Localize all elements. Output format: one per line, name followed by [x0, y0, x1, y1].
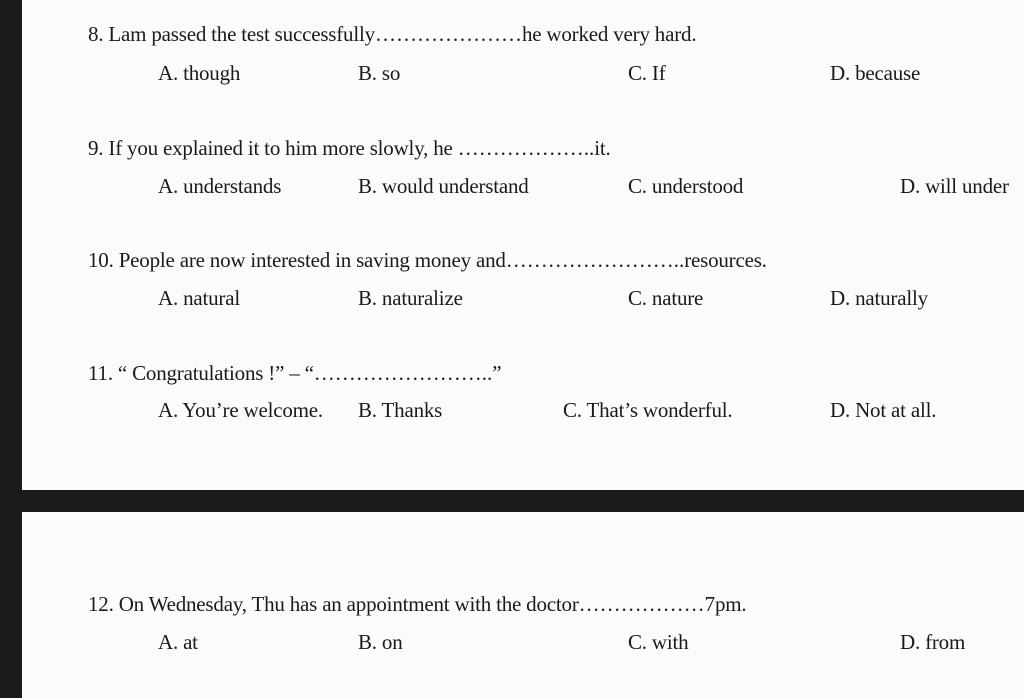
question-8-option-c: C. If — [628, 61, 666, 85]
question-9-stem-before: 9. If you explained it to him more slowly, he — [88, 136, 458, 160]
question-12-option-c: C. with — [628, 630, 689, 654]
question-9-option-a: A. understands — [158, 174, 282, 198]
question-11-stem-before: 11. “ Congratulations !” – “ — [88, 361, 314, 385]
question-12-stem-before: 12. On Wednesday, Thu has an appointment with the doctor — [88, 592, 579, 616]
question-12-stem-after: 7pm. — [704, 592, 747, 616]
question-8-option-d: D. because — [830, 61, 921, 85]
question-8 — [88, 22, 696, 47]
question-8-blank: ………………… — [374, 22, 522, 46]
question-8-stem-before: 8. Lam passed the test successfully — [88, 22, 375, 46]
question-10-stem-after: resources. — [684, 248, 767, 272]
question-9 — [88, 136, 611, 161]
question-12-option-a: A. at — [158, 630, 198, 654]
question-12-option-d: D. from — [900, 630, 966, 654]
question-12 — [88, 592, 746, 617]
question-10-option-d: D. naturally — [830, 286, 928, 310]
worksheet-page-bottom — [22, 512, 1024, 698]
question-10-blank: …………………….. — [505, 248, 685, 272]
question-9-option-c: C. understood — [628, 174, 744, 198]
question-10-option-a: A. natural — [158, 286, 240, 310]
question-9-blank: ……………….. — [457, 136, 595, 160]
question-11-stem-after: ” — [492, 361, 502, 385]
question-8-stem-after: he worked very hard. — [521, 22, 697, 46]
question-11-option-d: D. Not at all. — [830, 398, 937, 422]
worksheet-page-top — [22, 0, 1024, 490]
question-9-option-b: B. would understand — [358, 174, 529, 198]
question-9-stem-after: it. — [594, 136, 611, 160]
question-11-option-b: B. Thanks — [358, 398, 443, 422]
question-11-blank: …………………….. — [313, 361, 493, 385]
question-11 — [88, 361, 501, 386]
question-10-option-c: C. nature — [628, 286, 704, 310]
question-12-blank: ……………… — [578, 592, 705, 616]
question-10-stem-before: 10. People are now interested in saving money and — [88, 248, 506, 272]
question-11-option-a: A. You’re welcome. — [158, 398, 323, 422]
question-12-option-b: B. on — [358, 630, 403, 654]
question-10-option-b: B. naturalize — [358, 286, 463, 310]
question-10 — [88, 248, 767, 273]
question-11-option-c: C. That’s wonderful. — [563, 398, 733, 422]
question-9-option-d: D. will under — [900, 174, 1009, 198]
question-8-option-a: A. though — [158, 61, 241, 85]
question-8-option-b: B. so — [358, 61, 401, 85]
